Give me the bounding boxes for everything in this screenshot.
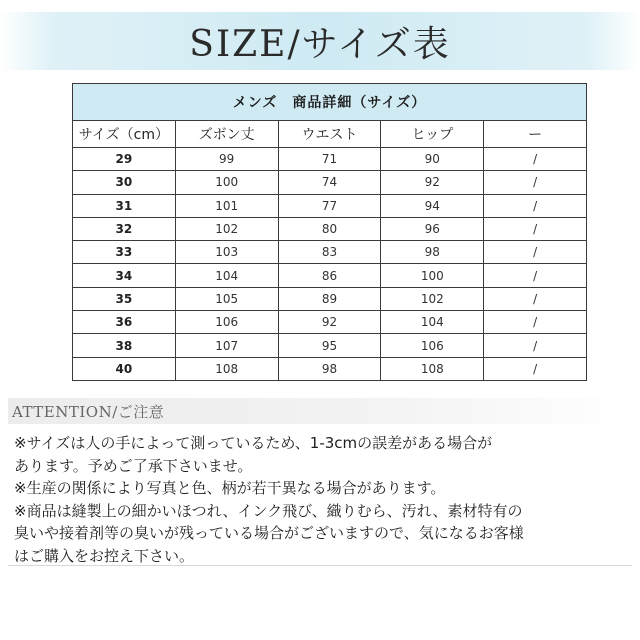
cell-length: 101 — [175, 194, 278, 217]
cell-length: 100 — [175, 171, 278, 194]
table-heading-row — [73, 84, 587, 121]
column-header-hip: ヒップ — [381, 121, 484, 148]
table-heading: メンズ 商品詳細（サイズ） — [73, 84, 587, 121]
cell-hip: 96 — [381, 217, 484, 240]
cell-other: / — [484, 264, 587, 287]
cell-hip: 90 — [381, 148, 484, 171]
cell-size: 36 — [73, 311, 176, 334]
cell-waist: 92 — [278, 311, 381, 334]
cell-length: 103 — [175, 241, 278, 264]
note-line: ※サイズは人の手によって測っているため、1-3cmの誤差がある場合が — [14, 434, 493, 452]
cell-other: / — [484, 148, 587, 171]
cell-waist: 89 — [278, 287, 381, 310]
table-row — [73, 334, 587, 357]
table-row — [73, 357, 587, 380]
cell-hip: 94 — [381, 194, 484, 217]
cell-length: 99 — [175, 148, 278, 171]
cell-other: / — [484, 217, 587, 240]
column-header-length: ズボン丈 — [175, 121, 278, 148]
cell-length: 104 — [175, 264, 278, 287]
cell-size: 38 — [73, 334, 176, 357]
table-row — [73, 194, 587, 217]
cell-length: 106 — [175, 311, 278, 334]
cell-length: 105 — [175, 287, 278, 310]
cell-other: / — [484, 357, 587, 380]
column-header-size: サイズ（cm） — [73, 121, 176, 148]
cell-size: 40 — [73, 357, 176, 380]
cell-hip: 98 — [381, 241, 484, 264]
cell-other: / — [484, 194, 587, 217]
note-line: ※商品は縫製上の細かいほつれ、インク飛び、織りむら、汚れ、素材特有の — [14, 501, 523, 520]
cell-size: 33 — [73, 241, 176, 264]
divider — [8, 565, 632, 566]
cell-hip: 102 — [381, 287, 484, 310]
title-banner — [0, 12, 640, 70]
column-header-waist: ウエスト — [278, 121, 381, 148]
cell-size: 35 — [73, 287, 176, 310]
cell-size: 31 — [73, 194, 176, 217]
cell-hip: 108 — [381, 357, 484, 380]
table-row — [73, 287, 587, 310]
cell-other: / — [484, 334, 587, 357]
cell-waist: 80 — [278, 217, 381, 240]
cell-hip: 100 — [381, 264, 484, 287]
cell-length: 102 — [175, 217, 278, 240]
cell-hip: 92 — [381, 171, 484, 194]
column-header-row — [73, 121, 587, 148]
table-row — [73, 148, 587, 171]
cell-waist: 77 — [278, 194, 381, 217]
page-title: SIZE/サイズ表 — [189, 23, 451, 65]
column-header-other: ー — [484, 121, 587, 148]
cell-size: 34 — [73, 264, 176, 287]
attention-label: ATTENTION/ご注意 — [12, 402, 165, 421]
cell-waist: 95 — [278, 334, 381, 357]
cell-size: 29 — [73, 148, 176, 171]
attention-header — [8, 398, 632, 424]
cell-length: 107 — [175, 334, 278, 357]
cell-size: 30 — [73, 171, 176, 194]
cell-waist: 98 — [278, 357, 381, 380]
table-row — [73, 264, 587, 287]
cell-other: / — [484, 287, 587, 310]
cell-waist: 83 — [278, 241, 381, 264]
table-row — [73, 171, 587, 194]
cell-size: 32 — [73, 217, 176, 240]
table-row — [73, 241, 587, 264]
cell-length: 108 — [175, 357, 278, 380]
cell-other: / — [484, 171, 587, 194]
note-line: 臭いや接着剤等の臭いが残っている場合がございますので、気になるお客様 — [14, 524, 524, 542]
size-table — [72, 83, 587, 381]
cell-other: / — [484, 241, 587, 264]
cell-other: / — [484, 311, 587, 334]
cell-waist: 86 — [278, 264, 381, 287]
note-line: あります。予めご了承下さいませ。 — [14, 456, 253, 475]
attention-notes — [14, 432, 628, 567]
cell-hip: 104 — [381, 311, 484, 334]
note-line: ※生産の関係により写真と色、柄が若干異なる場合があります。 — [14, 479, 446, 497]
cell-hip: 106 — [381, 334, 484, 357]
table-row — [73, 217, 587, 240]
cell-waist: 74 — [278, 171, 381, 194]
table-row — [73, 311, 587, 334]
note-line: はご購入をお控え下さい。 — [14, 546, 195, 565]
cell-waist: 71 — [278, 148, 381, 171]
